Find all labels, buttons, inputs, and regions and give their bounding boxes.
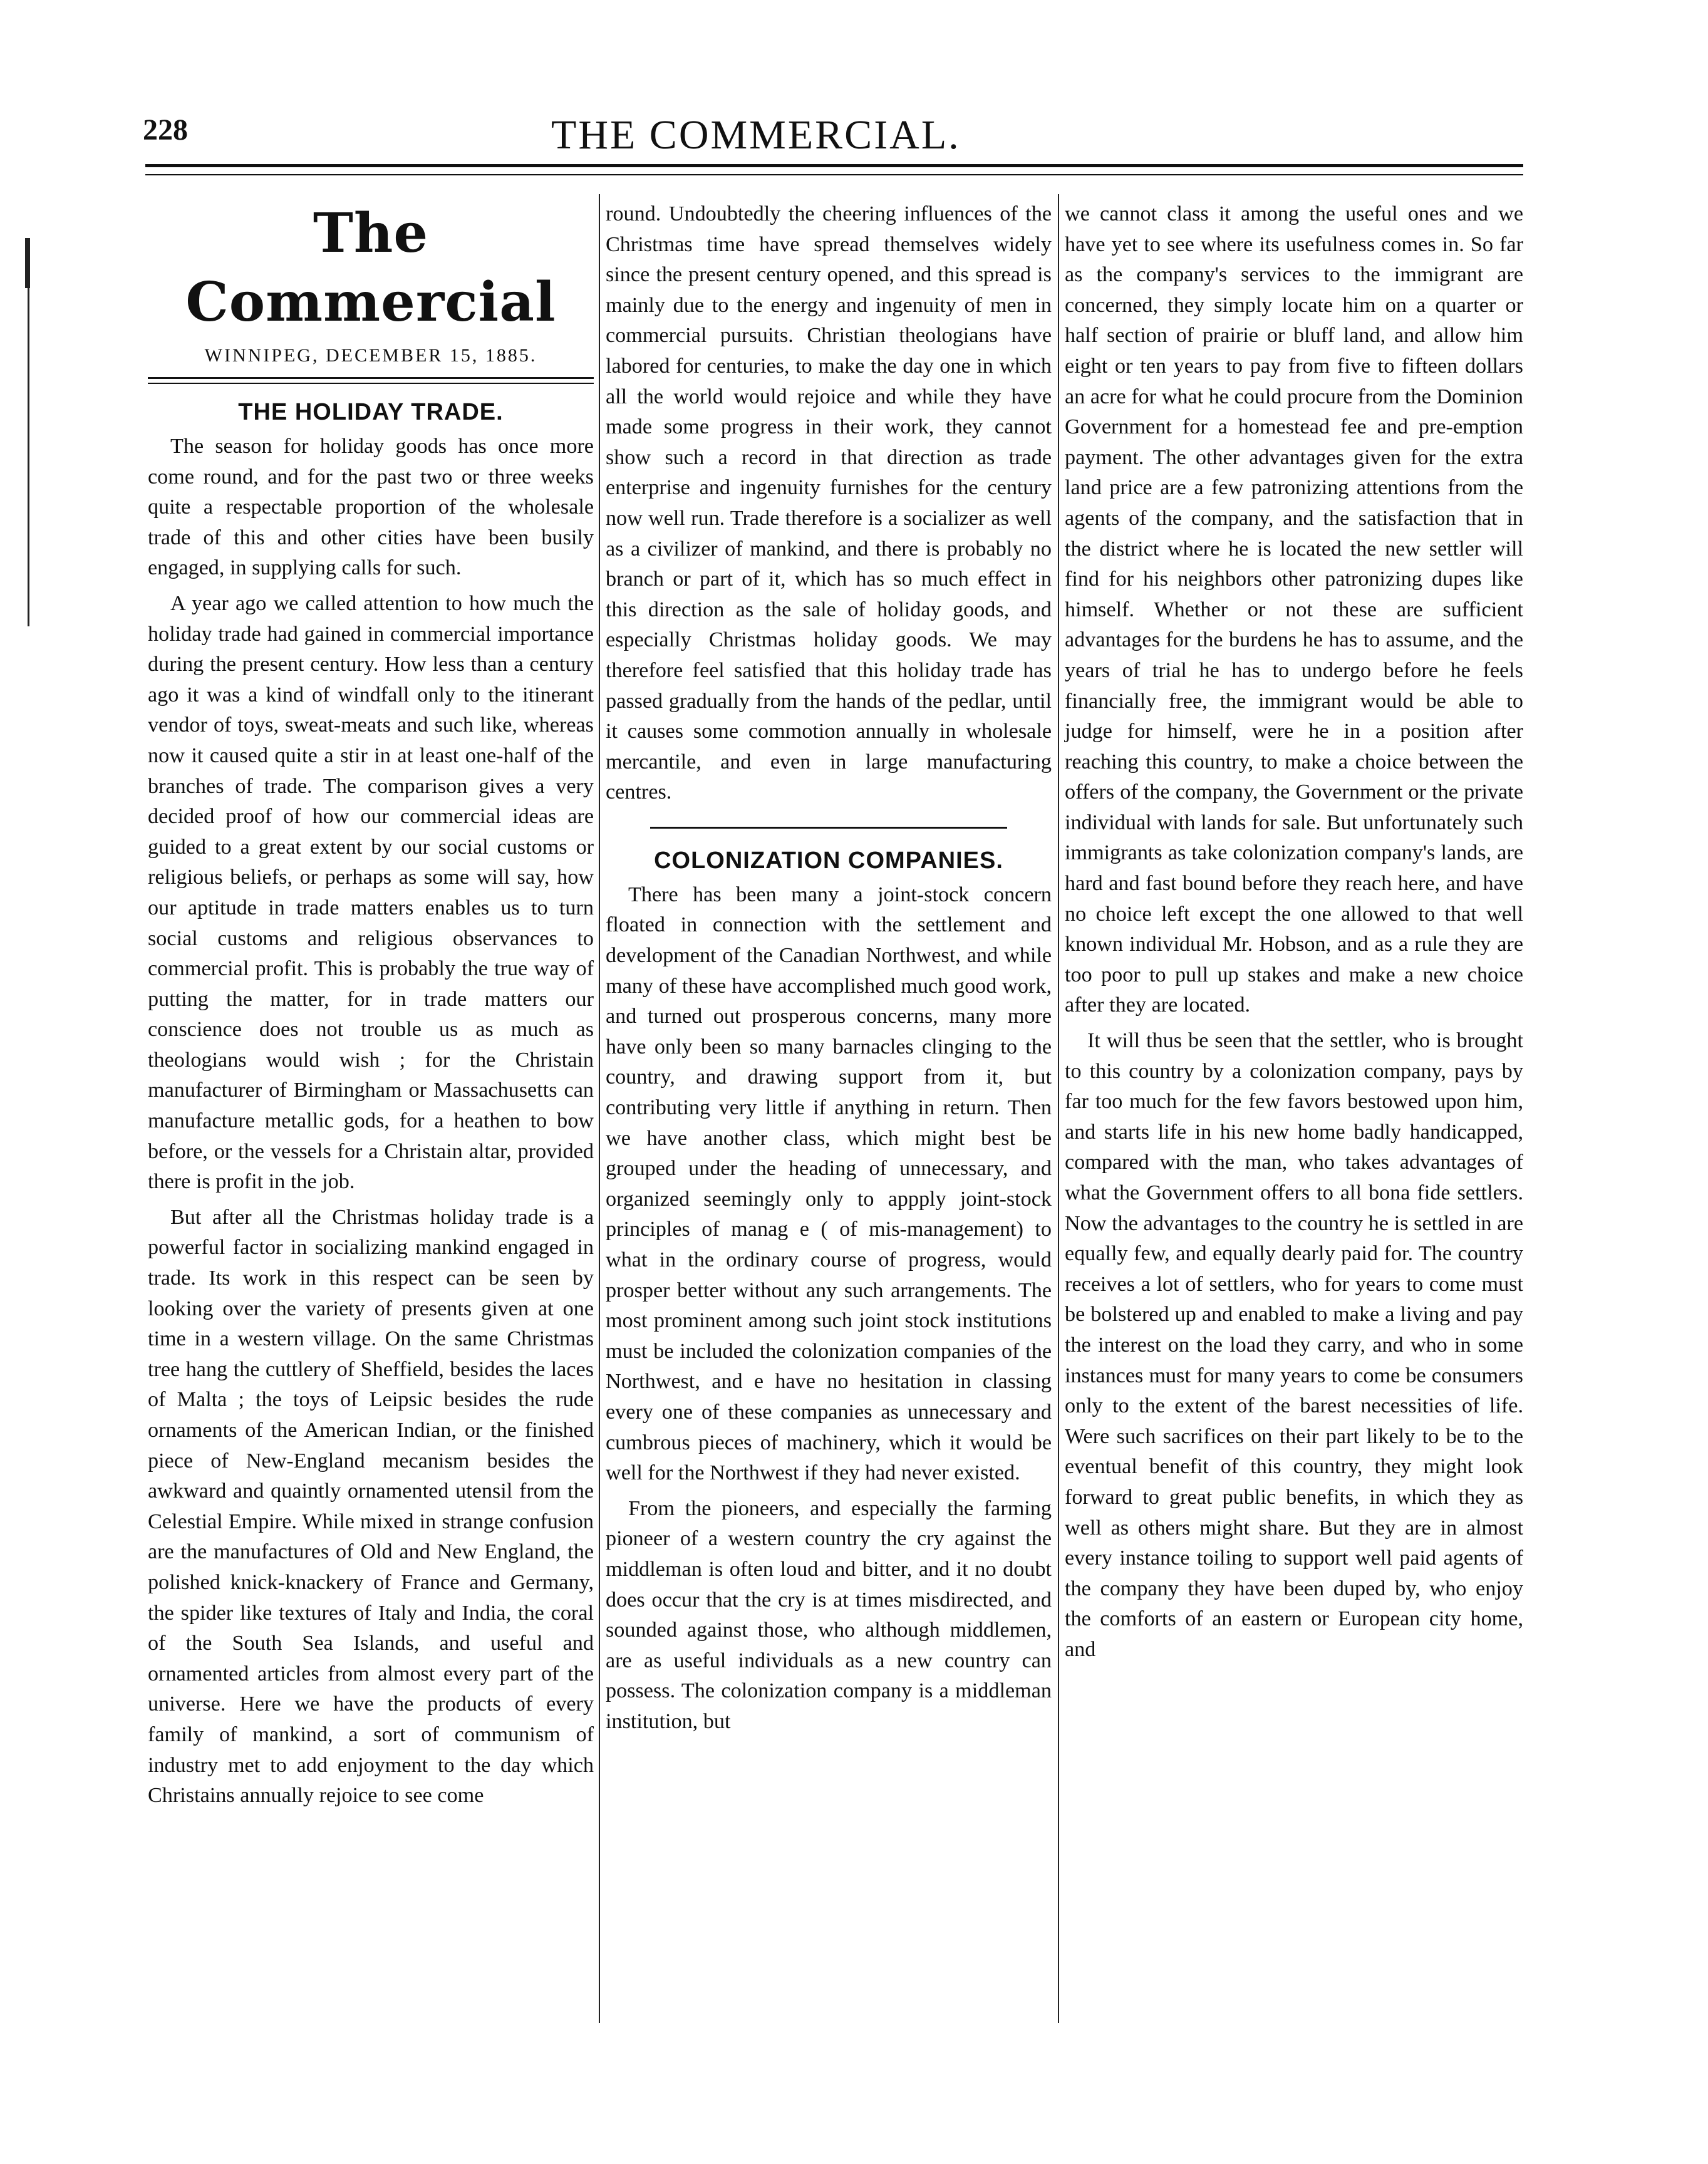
article-paragraph: But after all the Christmas holiday trade is a powerful factor in socializing mankind engaged in trade. Its work in this respect can be seen by looking over the variety of presents given at one time in a western village. On the same Christmas tree hang the cuttlery of Sheffield, besides the laces of Malta ; the toys of Leipsic besides the rude ornaments of the American Indian, or the finished piece of New-England mecanism besides the awkward and quaintly ornamented utensil from the Celestial Empire. While mixed in strange confusion are the manufactures of Old and New England, the polished knick-knackery of France and Germany, the spider like textures of Italy and India, the coral of the South Sea Islands, and useful and ornamented articles from almost every part of the universe. Here we have the products of every family of mankind, a sort of communism of industry met to add enjoyment to the day which Christains annually rejoice to see come [148,1205,594,1808]
column-divider-1 [599,194,600,2023]
header-rule-thin [145,174,1523,175]
article-paragraph: From the pioneers, and especially the farming pioneer of a western country the cry against the middleman is often loud and bitter, and it no doubt does occur that the cry is at times misdirected, and sounded against those, who although middlemen, are as useful individuals as a new country can possess. The colonization company is a middleman institution, but [606,1496,1052,1733]
margin-mark [25,238,30,288]
masthead-title: The Commercial [185,202,556,334]
article-paragraph: we cannot class it among the useful ones and we have yet to see where its usefulness comes in. So far as the company's services to the immigrant are concerned, they simply locate him on a quarter or half section of prairie or bluff land, and allow him eight or ten years to pay from five to fifteen dollars an acre for what he could procure from the Dominion Government for a homestead fee and pre-emption payment. The other advantages given for the extra land price are a few patronizing attentions from the agents of the company, and the satisfaction that in the district where he is located the new settler will find for his neighbors other patronizing dupes like himself. Whether or not these are sufficient advantages for the burdens he has to assume, and the years of trial he has to undergo before he feels financially free, the immigrant would be able to judge for himself, were he in a position after reaching this country, to make a choice between the offers of the company, the Government or the private individual with lands for sale. But unfortunately such immigrants as take colonization company's lands, are hard and fast bound before they reach here, and have no choice left except the one allowed to that well known individual Mr. Hobson, and as a rule they are too poor to pull up stakes and make a new choice after they are located. [1065,202,1523,1017]
article-headline-colonization: COLONIZATION COMPANIES. [654,847,1003,874]
article-paragraph: It will thus be seen that the settler, who is brought to this country by a colonization company, pays by far too much for the few favors bestowed upon him, and starts life in his new home badly handicapped, compared with the man, who takes advantages of what the Government offers to all bona fide settlers. Now the advantages to the country he is settled in are equally few, and equally dearly paid for. The country receives a lot of settlers, who for years to come must be bolstered up and enabled to make a living and pay the interest on the load they carry, and who in some instances must for many years to come be consumers only to the extent of the barest necessities of life. Were such sacrifices on their part likely to be to the eventual benefit of this country, they might look forward to great public benefits, in which they as well as others might share. But they are in almost every instance toiling to support well paid agents of the company they have been duped by, who enjoy the comforts of an eastern or European city home, and [1065,1029,1523,1661]
column-3 [1065,199,1523,1665]
article-paragraph: round. Undoubtedly the cheering influences of the Christmas time have spread themselves widely since the present century opened, and this spread is mainly due to the energy and ingenuity of men in commercial pursuits. Christian theologians have labored for centuries, to make the day one in which all the world would rejoice and while they have made some progress in their work, they cannot show such a record in that direction as trade enterprise and ingenuity furnishes for the century now well run. Trade therefore is a socializer as well as a civilizer of mankind, and there is probably no branch or part of it, which has so much effect in this direction as the sale of holiday goods, and especially Christmas holiday goods. We may therefore feel satisfied that this holiday trade has passed gradually from the hands of the pedlar, until it causes some commotion annually in wholesale mercantile, and even in large manufacturing centres. [606,202,1052,804]
masthead-rule [148,377,594,384]
column-1 [148,199,594,1811]
article-separator [650,827,1007,829]
page-number: 228 [143,113,188,147]
article-paragraph: A year ago we called attention to how much the holiday trade had gained in commercial importance during the present century. How less than a century ago it was a kind of windfall only to the itinerant vendor of toys, sweat-meats and such like, whereas now it caused quite a stir in at least one-half of the branches of trade. The comparison gives a very decided proof of how our commercial ideas are guided to a great extent by our social customs or religious beliefs, or perhaps as some will say, how our aptitude in trade matters enables us to turn social customs and religious observances to commercial profit. This is probably the true way of putting the matter, for in trade matters our conscience does not trouble us as much as theologians would wish ; for the Christain manufacturer of Birmingham or Massachusetts can manufacture metallic gods, for a heathen to bow before, or the vessels for a Christain altar, provided there is profit in the job. [148,591,594,1194]
article-paragraph: There has been many a joint-stock concern floated in connection with the settlement and development of the Canadian Northwest, and while many of these have accomplished much good work, and turned out prosperous concerns, many more have only been so many barnacles clinging to the country, and drawing support from it, but contributing very little if anything in return. Then we have another class, which might best be grouped under the heading of unnecessary, and organized seemingly only to appply joint-stock principles of manag e ( of mis-management) to what in the ordinary course of progress, would prosper better without any such arrangements. The most prominent among such joint stock institutions must be included the colonization companies of the Northwest, and e have no hesitation in classing every one of these companies as unnecessary and cumbrous pieces of machinery, which it would be well for the Northwest if they had never existed. [606,883,1052,1485]
header-rule-thick [145,164,1523,167]
dateline: WINNIPEG, DECEMBER 15, 1885. [204,345,537,366]
column-2 [606,199,1052,1737]
column-divider-2 [1058,194,1059,2023]
margin-tick [28,288,29,626]
running-title: THE COMMERCIAL. [551,112,961,158]
article-paragraph: The season for holiday goods has once more come round, and for the past two or three weeks quite a respectable proportion of the wholesale trade of this and other cities have been busily engaged, in supplying calls for such. [148,435,594,580]
article-headline-holiday-trade: THE HOLIDAY TRADE. [238,399,504,425]
